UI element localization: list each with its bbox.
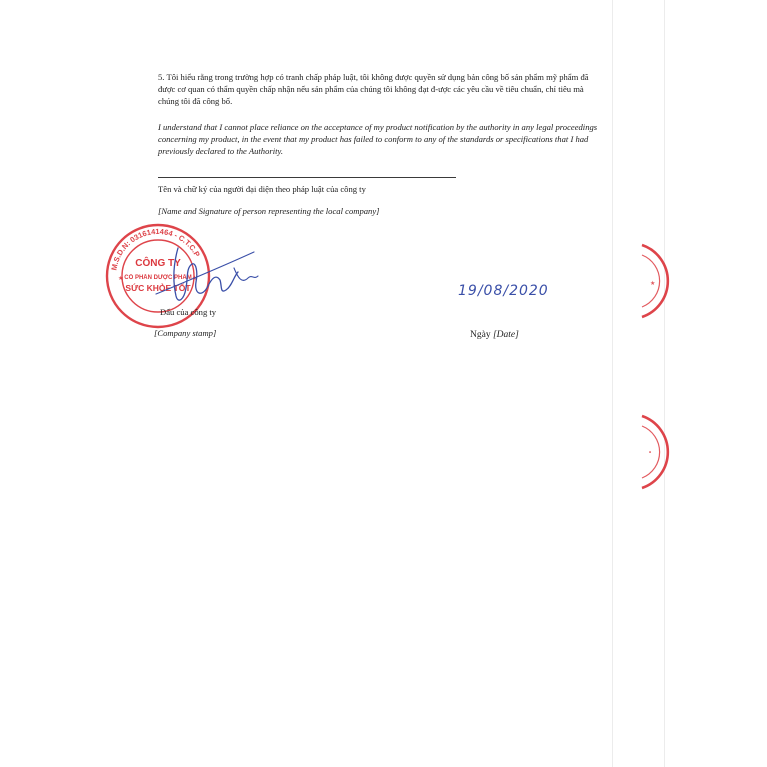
stamp-line-company: CÔNG TY (135, 258, 181, 269)
stamp-line-type: CỔ PHẦN DƯỢC PHẨM (124, 275, 192, 281)
clause-vietnamese: 5. Tôi hiểu rằng trong trường hợp có tranh chấp pháp luật, tôi không được quyền sử dụng bản công bố sản phẩm mỹ phẩm đã được cơ quan có thẩm quyền chấp nhận nếu sản phẩm của chúng tôi không đạt đ-ược các yêu cầu về tiêu chuẩn, chỉ tiêu mà chúng tôi đã công bố. (158, 72, 589, 106)
svg-text:•: • (649, 450, 652, 456)
svg-text:★: ★ (650, 281, 656, 287)
date-label-vietnamese: Ngày (470, 330, 491, 340)
signature-label-english: [Name and Signature of person representing the local company] (158, 206, 380, 216)
signature-label-vietnamese: Tên và chữ ký của người đại diện theo pháp luật của công ty (158, 184, 366, 194)
handwritten-date: 19/08/2020 (458, 283, 549, 299)
svg-text:★: ★ (118, 276, 124, 282)
page-edge-line (664, 0, 665, 767)
date-label-english: [Date] (492, 330, 519, 340)
stamp-label-english: [Company stamp] (154, 328, 217, 338)
partial-seal-right (640, 241, 670, 321)
page-edge-line (612, 0, 613, 767)
date-label (470, 330, 519, 340)
stamp-line-name: SỨC KHỎE TỐT (125, 283, 191, 293)
clause-english: I understand that I cannot place reliance on the acceptance of my product notification by the authority in any legal proceedings concerning my product, in the event that my product has failed to conform to any of the standards or specifications that I had previously declared to the Authority. (158, 122, 598, 156)
stamp-label-vietnamese: Dấu của công ty (160, 307, 217, 317)
signature-line (158, 177, 456, 178)
handwritten-signature (150, 238, 260, 310)
stamp-ring-text: M.S.D.N: 0316141464 - C.T.C.P (109, 226, 202, 272)
svg-text:★: ★ (192, 276, 198, 282)
partial-seal-right (640, 412, 670, 492)
